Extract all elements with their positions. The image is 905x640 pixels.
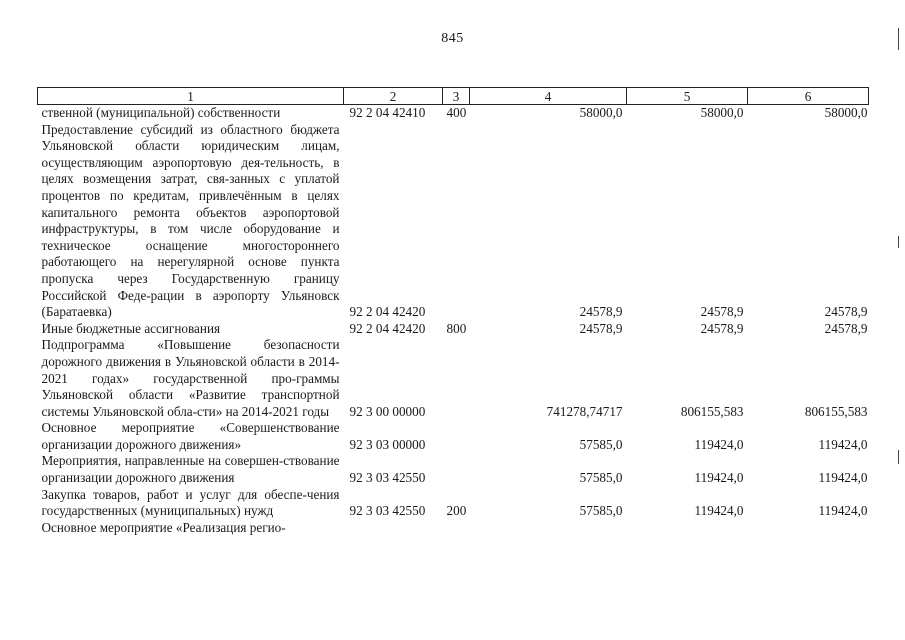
row-value-5: 119424,0	[694, 470, 744, 486]
table-row	[38, 520, 869, 537]
row-value-6: 58000,0	[824, 105, 868, 120]
table-row	[38, 453, 869, 486]
table-row	[38, 487, 869, 520]
row-value-4: 741278,74717	[546, 403, 623, 419]
row-value-5: 24578,9	[700, 304, 744, 320]
row-type: 800	[446, 320, 467, 336]
row-code: 92 3 00 00000	[349, 403, 426, 419]
table-row	[38, 337, 869, 420]
row-value-4: 57585,0	[579, 470, 623, 486]
row-value-6: 119424,0	[818, 436, 868, 452]
row-code: 92 3 03 00000	[349, 436, 426, 452]
scan-edge-mark	[898, 236, 899, 248]
row-value-4: 57585,0	[579, 436, 623, 452]
row-description: Предоставление субсидий из областного бюджета Ульяновской области юридическим лицам, осуществляющим аэропортовую дея-тельность, в целях возмещения затрат, свя-занных с уплатой процентов по кредитам, привлечённым в целях капитального ремонта объектов аэропортовой инфраструктуры, в том числе оборудование и техническое оснащение многостороннего работающего на нерегулярной основе пункта пропуска через Государственную границу Российской Феде-рации в аэропорту Ульяновск (Баратаевка)	[41, 121, 340, 320]
row-code: 92 2 04 42420	[349, 320, 426, 336]
scan-edge-mark	[898, 28, 899, 50]
column-header-6: 6	[748, 88, 869, 105]
scan-edge-mark	[898, 450, 899, 464]
row-value-5: 58000,0	[700, 105, 744, 120]
table-row	[38, 105, 869, 122]
row-type	[443, 337, 470, 420]
row-value-5	[627, 520, 748, 537]
row-value-5: 119424,0	[694, 436, 744, 452]
budget-table	[37, 87, 869, 536]
row-value-5: 119424,0	[694, 503, 744, 519]
page-number: 845	[441, 31, 464, 46]
row-value-6: 806155,583	[804, 403, 868, 419]
row-description: Закупка товаров, работ и услуг для обеспе-чения государственных (муниципальных) нужд	[41, 486, 340, 519]
column-header-4: 4	[470, 88, 627, 105]
column-header-3: 3	[443, 88, 470, 105]
row-code	[344, 520, 443, 537]
row-description: Основное мероприятие «Реализация регио-	[41, 519, 286, 535]
row-value-4: 58000,0	[579, 105, 623, 120]
row-description: Основное мероприятие «Совершенствование организации дорожного движения»	[41, 420, 340, 452]
row-type: 400	[446, 105, 467, 120]
row-value-6: 24578,9	[824, 320, 868, 336]
row-value-6: 119424,0	[818, 470, 868, 486]
column-header-2: 2	[344, 88, 443, 105]
column-header-1: 1	[38, 88, 344, 105]
row-code: 92 2 04 42410	[349, 105, 426, 120]
row-value-4: 24578,9	[579, 320, 623, 336]
row-description: Мероприятия, направленные на совершен-ствование организации дорожного движения	[41, 453, 340, 486]
row-type	[443, 122, 470, 321]
row-value-5: 806155,583	[680, 403, 744, 419]
row-value-4: 24578,9	[579, 304, 623, 320]
row-value-6: 119424,0	[818, 503, 868, 519]
row-value-6: 24578,9	[824, 304, 868, 320]
table-row	[38, 321, 869, 338]
row-description: ственной (муниципальной) собственности	[41, 105, 281, 120]
row-value-5: 24578,9	[700, 320, 744, 336]
column-header-5: 5	[627, 88, 748, 105]
table-row	[38, 122, 869, 321]
row-type	[443, 420, 470, 453]
row-code: 92 2 04 42420	[349, 304, 426, 320]
row-type	[443, 453, 470, 486]
row-type	[443, 520, 470, 537]
row-description: Иные бюджетные ассигнования	[41, 320, 221, 336]
row-description: Подпрограмма «Повышение безопасности дорожного движения в Ульяновской области в 2014-2021 годах» государственной про-граммы Ульяновской области «Развитие транспортной системы Ульяновской обла-сти» на 2014-2021 годы	[41, 337, 340, 419]
row-value-4	[470, 520, 627, 537]
table-header-row	[38, 88, 869, 105]
row-value-6	[748, 520, 869, 537]
row-type: 200	[446, 503, 467, 519]
row-code: 92 3 03 42550	[349, 470, 426, 486]
row-code: 92 3 03 42550	[349, 503, 426, 519]
row-value-4: 57585,0	[579, 503, 623, 519]
table-row	[38, 420, 869, 453]
